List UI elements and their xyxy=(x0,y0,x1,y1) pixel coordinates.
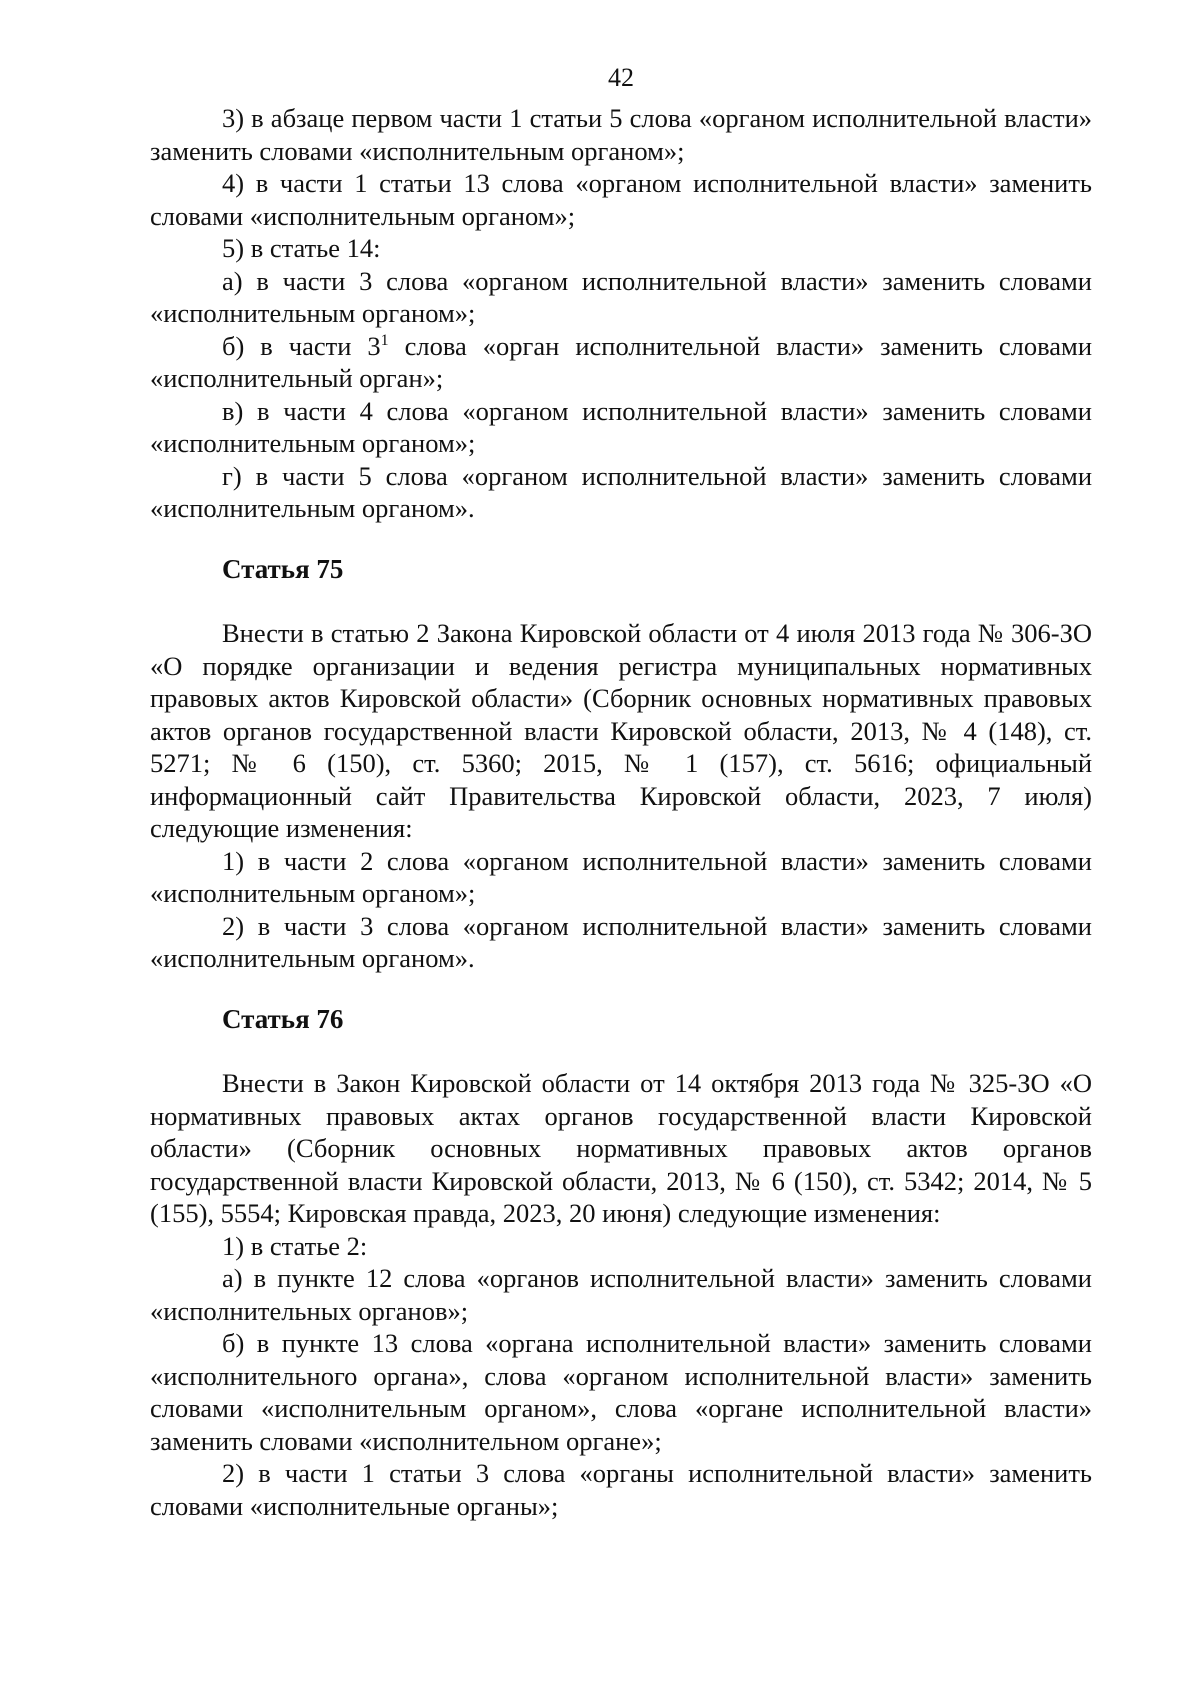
paragraph: 1) в статье 2: xyxy=(222,1230,368,1261)
amendment-item: г) в части 5 слова «органом исполнительной власти» заменить словами «исполнительным органом». xyxy=(150,460,1092,523)
paragraph: а) в пункте 12 слова «органов исполнительной власти» заменить словами «исполнительных органов»; xyxy=(150,1263,1092,1326)
superscript: 1 xyxy=(380,331,389,349)
article-75-heading: Статья 75 xyxy=(222,553,344,584)
article-75-body xyxy=(150,617,1092,975)
article-76-heading: Статья 76 xyxy=(222,1003,344,1034)
page-number: 42 xyxy=(608,63,634,92)
intro-amendments xyxy=(150,102,1092,525)
paragraph: Внести в Закон Кировской области от 14 октября 2013 года № 325-ЗО «О нормативных правовых актах органов государственной власти Кировской области» (Сборник основных нормативных правовых актов органов государственной власти Кировской области, 2013, № 6 (150), ст. 5342; 2014, № 5 (155), 5554; Кировская правда, 2023, 20 июня) следующие изменения: xyxy=(150,1068,1092,1228)
amendment-item: 5) в статье 14: xyxy=(222,233,381,263)
amendment-item: 4) в части 1 статьи 13 слова «органом исполнительной власти» заменить словами «исполнительным органом»; xyxy=(150,168,1092,231)
paragraph: б) в пункте 13 слова «органа исполнительной власти» заменить словами «исполнительного органа», слова «органом исполнительной власти» заменить словами «исполнительным органом», слова «органе исполнительной власти» заменить словами «исполнительном органе»; xyxy=(150,1328,1092,1456)
amendment-item: а) в части 3 слова «органом исполнительной власти» заменить словами «исполнительным органом»; xyxy=(150,265,1092,328)
amendment-text: б) в части 3 xyxy=(222,330,381,361)
paragraph: 2) в части 3 слова «органом исполнительной власти» заменить словами «исполнительным органом». xyxy=(150,910,1092,973)
amendment-item: 3) в абзаце первом части 1 статьи 5 слова «органом исполнительной власти» заменить словами «исполнительным органом»; xyxy=(150,103,1092,166)
article-76-body xyxy=(150,1067,1092,1522)
amendment-text: слова «орган исполнительной власти» заменить словами «исполнительный орган»; xyxy=(150,330,1093,393)
paragraph: Внести в статью 2 Закона Кировской области от 4 июля 2013 года № 306-ЗО «О порядке организации и ведения регистра муниципальных нормативных правовых актов Кировской области» (Сборник основных нормативных правовых актов органов государственной власти Кировской области, 2013, № 4 (148), ст. 5271; № 6 (150), ст. 5360; 2015, № 1 (157), ст. 5616; официальный информационный сайт Правительства Кировской области, 2023, 7 июля) следующие изменения: xyxy=(150,618,1092,843)
amendment-item: в) в части 4 слова «органом исполнительной власти» заменить словами «исполнительным органом»; xyxy=(150,395,1092,458)
paragraph: 2) в части 1 статьи 3 слова «органы исполнительной власти» заменить словами «исполнительные органы»; xyxy=(150,1458,1092,1521)
paragraph: 1) в части 2 слова «органом исполнительной власти» заменить словами «исполнительным органом»; xyxy=(150,845,1092,908)
amendment-item xyxy=(150,330,1092,395)
